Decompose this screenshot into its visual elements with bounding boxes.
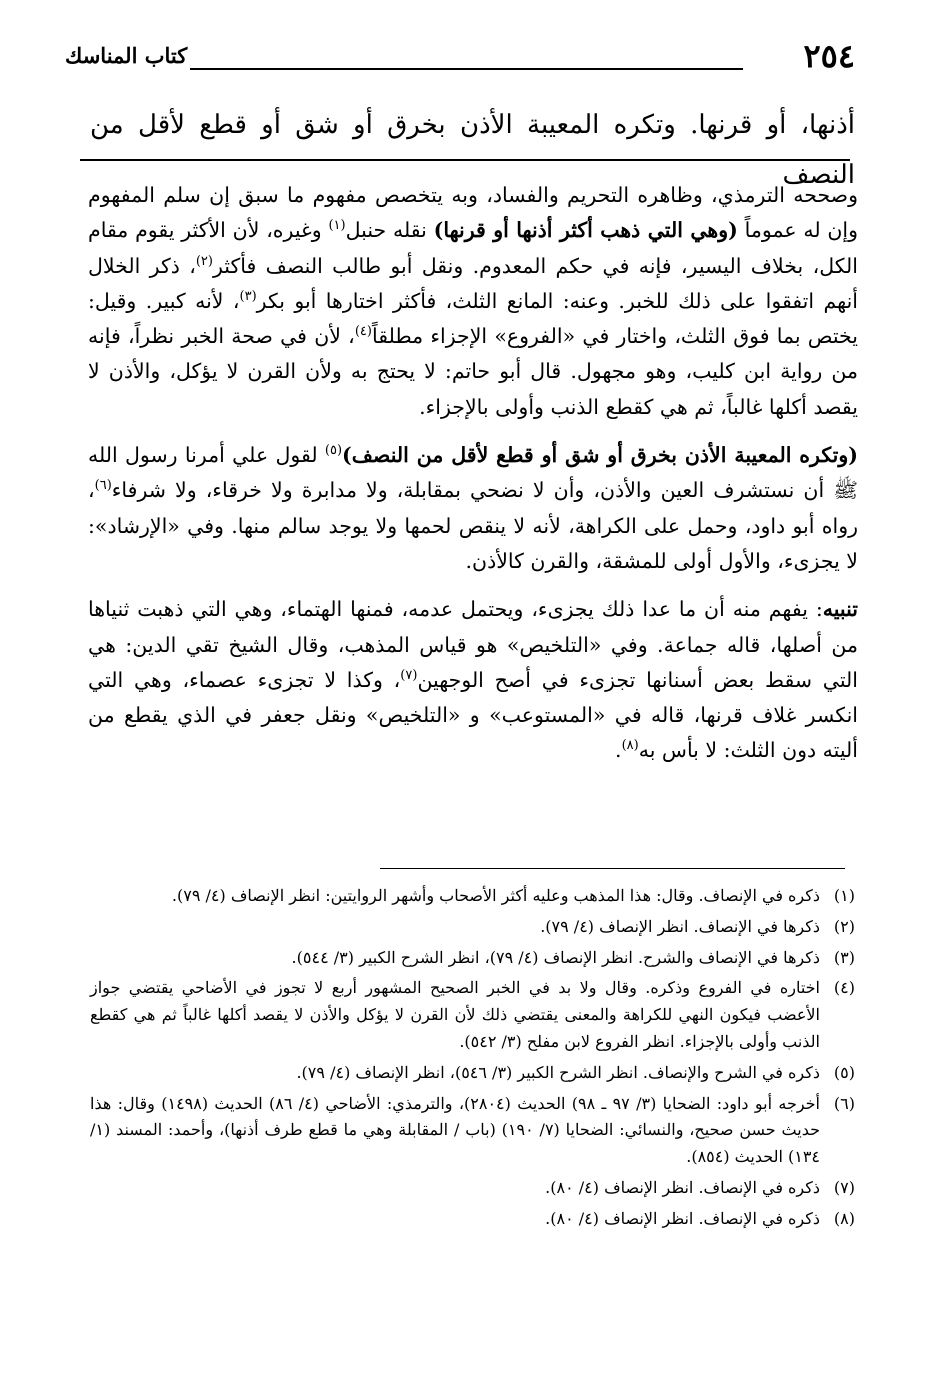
text-run: ، رواه أبو داود، وحمل على الكراهة، لأنه لا ينقص لحمها ولا يوجد سالم منها. وفي «الإرشاد»: لا يجزىء، والأول أولى للمشقة، والقرن كالأذن. [88,478,858,573]
commentary-body [88,178,858,782]
footnote-ref[interactable]: (٢) [195,253,213,269]
footnote-number: (٢) [833,916,855,936]
text-run: : يفهم منه أن ما عدا ذلك يجزىء، ويحتمل عدمه، فمنها الهتماء، وهي التي ذهبت ثنياها من أصلها، قاله جماعة. وفي «التلخيص» هو قياس المذهب، وقال الشيخ تقي الدين: هي التي سقط بعض أسنانها تجزىء في أصح الوجهين [88,597,858,692]
text-run: ، وكذا لا تجزىء عصماء، وهي التي انكسر غلاف قرنها، قاله في «المستوعب» و «التلخيص» ونقل جعفر في الذي يقطع من أليته دون الثلث: لا بأس به [88,667,858,763]
footnote-ref[interactable]: (٦) [94,478,112,494]
footnote-ref[interactable]: (١) [328,218,346,234]
note-label: تنبيه [822,597,858,622]
footnote-item [90,1206,855,1233]
footnote-text: ذكره في الشرح والإنصاف. انظر الشرح الكبير (٣/ ٥٤٦)، انظر الإنصاف (٤/ ٧٩). [296,1062,820,1082]
text-run: ، لأن في صحة الخبر نظراً، فإنه من رواية ابن كليب، وهو مجهول. قال أبو حاتم: لا يحتج به ولأن القرن لا يؤكل، والأذن لا يقصد أكلها غالباً، ثم هي كقطع الذنب وأولى بالإجزاء. [88,324,858,419]
footnote-number: (٦) [833,1093,855,1113]
quoted-matn: (وتكره المعيبة الأذن بخرق أو شق أو قطع لأقل من النصف) [342,443,858,468]
footnote-item [90,914,855,941]
footnote-item [90,1175,855,1202]
text-run: ، ذكر الخلال أنهم اتفقوا على ذلك للخبر. وعنه: المانع الثلث، فأكثر اختارها أبو بكر [88,253,858,313]
text-run: لقول علي أمرنا رسول الله ﷺ أن نستشرف العين والأذن، وأن لا نضحي بمقابلة، ولا مدابرة ولا خرقاء، ولا شرفاء [88,443,858,503]
footnote-text: أخرجه أبو داود: الضحايا (٣/ ٩٧ ـ ٩٨) الحديث (٢٨٠٤)، والترمذي: الأضاحي (٤/ ٨٦) الحديث (١٤٩٨) وقال: هذا حديث حسن صحيح، والنسائي: الضحايا (٧/ ١٩٠) (باب / المقابلة وهي ما قطع طرف أذنها)، وأحمد: المسند (١/ ١٣٤) الحديث (٨٥٤). [90,1093,821,1167]
footnote-item [90,945,855,972]
footnote-ref[interactable]: (٤) [354,324,372,340]
text-run: . [615,738,622,763]
footnote-number: (٨) [833,1208,855,1228]
header-rule [190,68,743,70]
footnote-number: (٤) [833,978,855,998]
footnote-ref[interactable]: (٥) [324,443,343,459]
footnote-item [90,883,855,910]
footnote-ref[interactable]: (٧) [400,668,418,684]
matn-text: أذنها، أو قرنها. وتكره المعيبة الأذن بخرق أو شق أو قطع لأقل من النصف [90,110,855,190]
page-number: ٢٥٤ [803,37,855,75]
footnote-item [90,1091,855,1171]
commentary-paragraph [88,592,858,768]
quoted-matn: (وهي التي ذهب أكثر أذنها أو قرنها) [433,218,738,243]
text-run: وصححه الترمذي، وظاهره التحريم والفساد، وبه يتخصص مفهوم ما سبق إن سلم المفهوم وإن له عموماً [88,183,859,243]
commentary-paragraph [88,438,858,579]
footnote-divider [380,868,845,869]
footnote-text: ذكرها في الإنصاف. انظر الإنصاف (٤/ ٧٩). [540,916,820,936]
matn-divider [80,159,850,161]
footnote-number: (٣) [833,947,855,967]
text-run: نقله حنبل [345,218,434,243]
footnote-number: (٥) [833,1062,855,1082]
footnote-text: ذكره في الإنصاف. انظر الإنصاف (٤/ ٨٠). [545,1208,820,1228]
footnote-text: ذكرها في الإنصاف والشرح. انظر الإنصاف (٤/ ٧٩)، انظر الشرح الكبير (٣/ ٥٤٤). [291,947,820,967]
book-title: كتاب المناسك [65,43,188,68]
footnote-item [90,1060,855,1087]
text-run: ، لأنه كبير. وقيل: يختص بما فوق الثلث، واختار في «الفروع» الإجزاء مطلقاً [88,288,858,349]
footnote-ref[interactable]: (٨) [621,738,639,754]
text-run: وغيره، لأن الأكثر يقوم مقام الكل، بخلاف اليسير، فإنه في حكم المعدوم. ونقل أبو طالب النصف فأكثر [88,218,858,278]
footnote-text: ذكره في الإنصاف. انظر الإنصاف (٤/ ٨٠). [545,1177,820,1197]
footnotes [90,883,855,1237]
page-header [65,34,855,84]
footnote-ref[interactable]: (٣) [239,289,257,305]
footnote-number: (١) [833,886,855,905]
footnote-text: اختاره في الفروع وذكره. وقال ولا بد في الخبر الصحيح المشهور أربع لا تجوز في الأضاحي يقتضي جواز الأعضب فيكون النهي للكراهة والمعنى يقتضي ذلك لأن القرن لا يؤكل والأذن لا يقصد أكلها غالباً ثم هي كقطع الذنب وأولى بالإجزاء. انظر الفروع لابن مفلح (٣/ ٥٤٢). [90,978,820,1051]
commentary-paragraph [88,178,858,425]
footnote-text: ذكره في الإنصاف. وقال: هذا المذهب وعليه أكثر الأصحاب وأشهر الروايتين: انظر الإنصاف (٤/ ٧٩). [171,886,820,905]
footnote-number: (٧) [833,1177,855,1197]
footnote-item [90,975,855,1055]
